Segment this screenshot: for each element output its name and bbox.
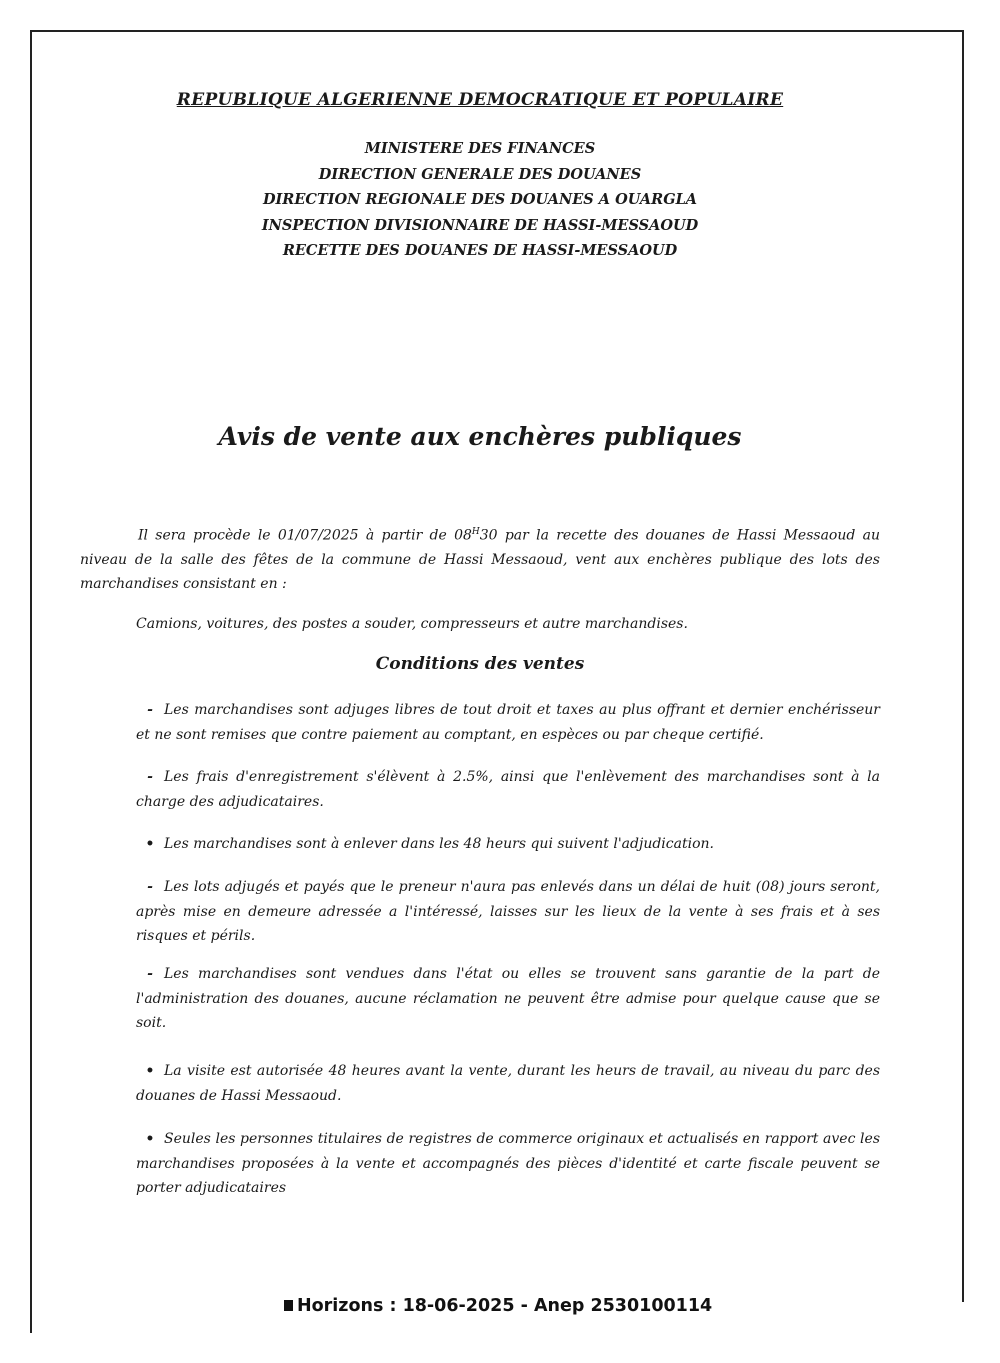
condition-item [136,765,880,814]
bullet-dash: - [147,769,153,785]
goods-list: Camions, voitures, des postes a souder, compresseurs et autre marchandises. [136,616,688,632]
condition-item [136,875,880,949]
border-right [962,30,964,1302]
hour-superscript: H [471,527,480,537]
intro-before-date: Il sera procède le [138,527,278,544]
condition-text: La visite est autorisée 48 heures avant la vente, durant les heurs de travail, au niveau du parc des douanes de Hassi Messaoud. [136,1063,880,1104]
intro-paragraph [80,520,880,596]
recette-line: RECETTE DES DOUANES DE HASSI-MESSAOUD [282,242,678,259]
sale-date: 01/07/2025 [277,527,359,544]
condition-item [136,698,880,747]
condition-text: Seules les personnes titulaires de registres de commerce originaux et actualisés en rapport avec les marchandises proposées à la vente et accompagnés des pièces d'identité et carte fiscale peuvent se porter adjudicataires [136,1131,880,1196]
notice-title: Avis de vente aux enchères publiques [218,422,742,451]
condition-text: Les marchandises sont à enlever dans les 48 heurs qui suivent l'adjudication. [164,836,714,852]
square-marker-icon [284,1300,293,1311]
bullet-dot: • [145,1131,155,1147]
conditions-heading: Conditions des ventes [375,654,585,674]
condition-text: Les frais d'enregistrement s'élèvent à 2.5%, ainsi que l'enlèvement des marchandises sont à la charge des adjudicataires. [136,769,880,810]
bullet-dot: • [145,1063,155,1079]
bullet-dash: - [147,702,153,718]
directorate-general-line: DIRECTION GENERALE DES DOUANES [318,165,642,183]
condition-text: Les marchandises sont adjuges libres de tout droit et taxes au plus offrant et dernier enchérisseur et ne sont remises que contre paiement au comptant, en espèces ou par cheque certifié. [136,702,880,743]
intro-remainder: 30 par la recette des douanes de Hassi Messaoud au niveau de la salle des fêtes de la commune de Hassi Messaoud, vent aux enchères publique des lots des marchandises consistant en : [80,527,880,592]
condition-text: Les marchandises sont vendues dans l'état ou elles se trouvent sans garantie de la part de l'administration des douanes, aucune réclamation ne peuvent être admise pour quelque cause que se soit. [136,966,880,1031]
ministry-line: MINISTERE DES FINANCES [364,140,596,157]
footer-text: Horizons : 18-06-2025 - Anep 2530100114 [297,1296,713,1316]
bullet-dot: • [145,836,155,852]
condition-item [136,1059,880,1108]
condition-item [136,832,880,857]
condition-item [136,1127,880,1201]
condition-text: Les lots adjugés et payés que le preneur n'aura pas enlevés dans un délai de huit (08) jours seront, après mise en demeure adressée a l'intéressé, laisses sur les lieux de la vente à ses frais et à ses risques et périls. [136,879,880,944]
publication-footer [284,1296,712,1316]
condition-item [136,962,880,1036]
intro-after-date: à partir de 08 [358,527,472,544]
bullet-dash: - [147,966,153,982]
republic-heading: REPUBLIQUE ALGERIENNE DEMOCRATIQUE ET POPULAIRE [176,90,784,110]
border-top [30,30,964,32]
regional-directorate-line: DIRECTION REGIONALE DES DOUANES A OUARGLA [262,191,698,208]
inspection-line: INSPECTION DIVISIONNAIRE DE HASSI-MESSAOUD [261,216,699,234]
bullet-dash: - [147,879,153,895]
administration-block [0,136,960,264]
